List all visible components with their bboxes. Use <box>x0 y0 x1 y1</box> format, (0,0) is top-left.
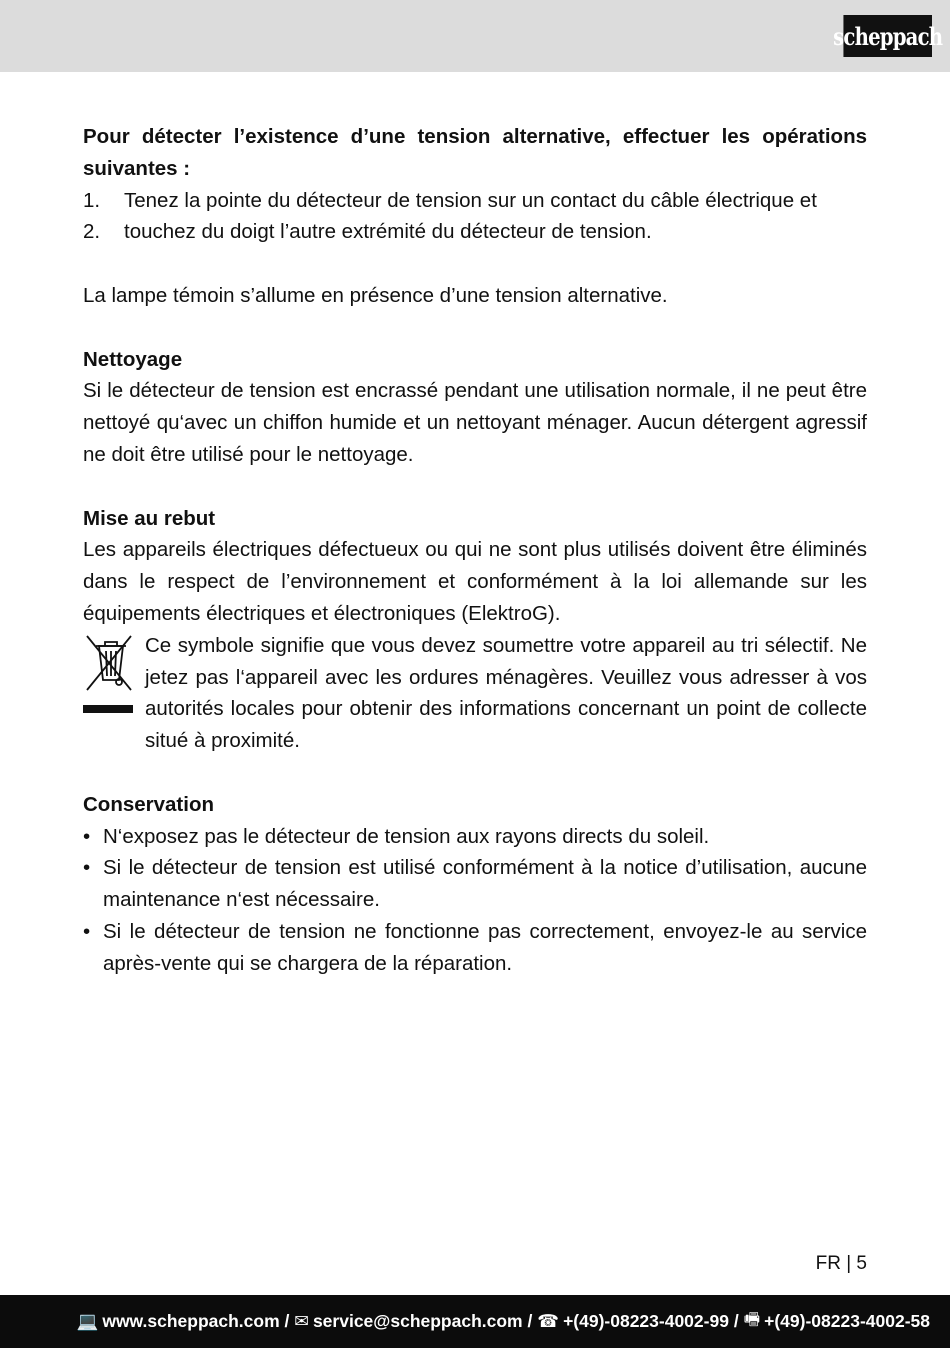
bullet-icon: • <box>83 824 91 848</box>
header-band <box>0 0 950 72</box>
footer-bar <box>0 1295 950 1348</box>
computer-icon: 💻 <box>76 1311 99 1331</box>
list-item <box>83 852 867 916</box>
steps-list <box>83 185 867 249</box>
phone-icon: ☎ <box>537 1311 560 1331</box>
list-item <box>83 216 867 248</box>
weee-notice <box>83 630 867 757</box>
storage-title: Conservation <box>83 792 214 816</box>
crossed-out-wheelie-bin-icon <box>83 632 135 727</box>
fax-icon: 🖷 <box>743 1308 761 1329</box>
list-item-text: Si le détecteur de tension ne fonctionne pas correctement, envoyez-le au service après-vente qui se chargera de la réparation. <box>103 919 867 975</box>
brand-logo: scheppach <box>843 15 932 57</box>
step-number: 2. <box>83 220 101 244</box>
footer-email[interactable]: service@scheppach.com <box>312 1311 523 1331</box>
weee-text: Ce symbole signifie que vous devez soumettre votre appareil au tri sélectif. Ne jetez pas l‘appareil avec les ordures ménagères. Veuillez vous adresser à vos autorités locales pour obtenir des informations concernant un point de collecte situé à proximité. <box>145 633 867 753</box>
footer-separator: / <box>733 1311 739 1331</box>
list-item <box>83 821 867 853</box>
footer-separator: / <box>284 1311 290 1331</box>
list-item-text: Si le détecteur de tension est utilisé conformément à la notice d’utilisation, aucune maintenance n‘est nécessaire. <box>103 856 867 912</box>
step-text: touchez du doigt l’autre extrémité du détecteur de tension. <box>124 220 652 244</box>
footer-separator: / <box>527 1311 533 1331</box>
list-item-text: N‘exposez pas le détecteur de tension aux rayons directs du soleil. <box>103 824 710 848</box>
step-text: Tenez la pointe du détecteur de tension sur un contact du câble électrique et <box>124 188 817 212</box>
page-content <box>83 121 867 980</box>
cleaning-title: Nettoyage <box>83 347 183 371</box>
page-number-value: 5 <box>856 1253 867 1274</box>
disposal-title: Mise au rebut <box>83 506 216 530</box>
step-number: 1. <box>83 188 101 212</box>
cleaning-text: Si le détecteur de tension est encrassé pendant une utilisation normale, il ne peut être nettoyé qu‘avec un chiffon humide et un nettoyant ménager. Aucun détergent agressif ne doit être utilisé pour le nettoyage. <box>83 379 867 466</box>
disposal-text: Les appareils électriques défectueux ou qui ne sont plus utilisés doivent être éliminés dans le respect de l’environnement et conformément à la loi allemande sur les équipements électriques et électroniques (ElektroG). <box>83 538 867 625</box>
page-lang: FR <box>815 1253 841 1274</box>
footer-website[interactable]: www.scheppach.com <box>102 1311 280 1331</box>
footer-phone[interactable]: +(49)-08223-4002-99 <box>563 1311 729 1331</box>
page-number <box>816 1251 867 1277</box>
bullet-icon: • <box>83 856 91 880</box>
mail-icon: ✉ <box>294 1311 309 1331</box>
bullet-icon: • <box>83 919 91 943</box>
footer-fax: +(49)-08223-4002-58 <box>764 1311 930 1331</box>
list-item <box>83 916 867 980</box>
storage-list <box>83 821 867 980</box>
intro-heading: Pour détecter l’existence d’une tension alternative, effectuer les opérations suivantes : <box>83 125 867 180</box>
page-separator: | <box>846 1253 852 1274</box>
list-item <box>83 185 867 217</box>
result-text: La lampe témoin s’allume en présence d’une tension alternative. <box>83 283 668 307</box>
